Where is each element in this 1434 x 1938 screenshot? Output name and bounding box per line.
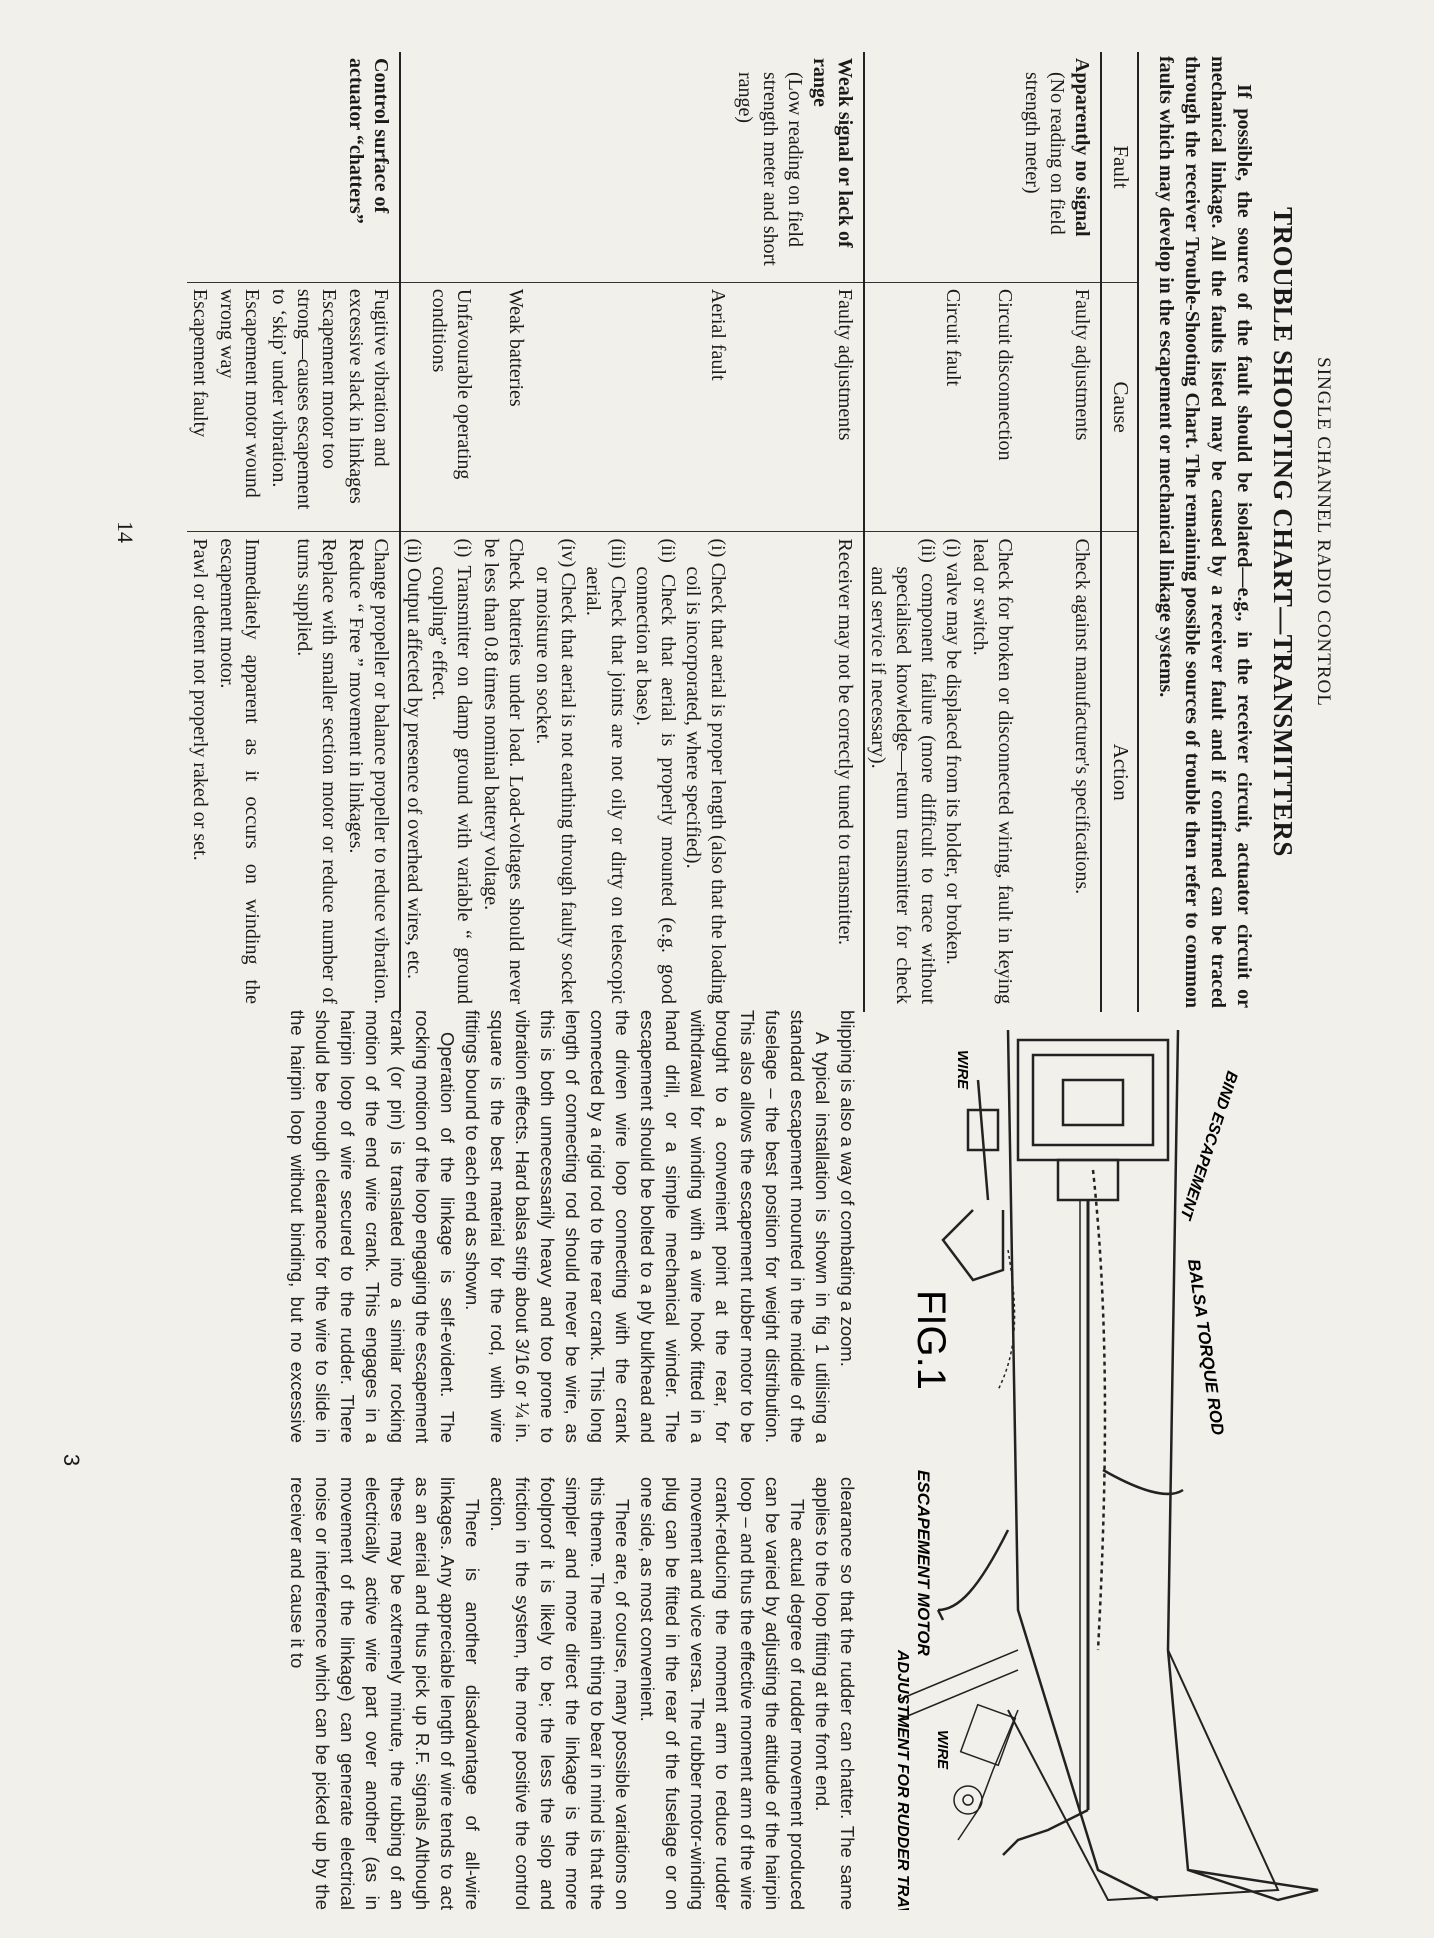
action-cell bbox=[530, 532, 732, 1012]
action-item: (ii) Check that aerial is properly mounted (e.g. good connection at base). bbox=[632, 538, 679, 1004]
fault-cell bbox=[478, 52, 530, 282]
table-row bbox=[187, 52, 214, 1012]
header-fault: Fault bbox=[1101, 52, 1138, 282]
action-item: Change propeller or balance propeller to reduce vibration. Reduce “ Free ” movement in linkages. bbox=[345, 538, 392, 1004]
header-action: Action bbox=[1101, 532, 1138, 1012]
cause-cell: Fugitive vibration and excessive slack in linkages bbox=[343, 282, 400, 532]
trouble-shooting-table bbox=[187, 52, 1139, 1012]
table-row bbox=[530, 52, 732, 1012]
former-box bbox=[1018, 1040, 1168, 1160]
label-wire-right: WIRE bbox=[954, 1050, 971, 1090]
hairpin-loop bbox=[943, 1210, 1003, 1280]
cause-cell: Escapement faulty bbox=[189, 288, 211, 438]
rudder bbox=[1008, 1650, 1278, 1900]
article-text bbox=[80, 1010, 860, 1910]
action-item: (i) Transmitter on damp ground with variable “ ground coupling” effect. bbox=[428, 538, 475, 1004]
rear-crank bbox=[1003, 1810, 1088, 1855]
fault-cell bbox=[187, 52, 214, 282]
action-cell bbox=[343, 532, 400, 1012]
action-cell bbox=[214, 532, 266, 1012]
fuselage-outline bbox=[1168, 1030, 1318, 1900]
cause-cell: Escapement motor wound wrong way bbox=[216, 288, 263, 498]
fault-cell bbox=[1019, 52, 1101, 282]
table-row bbox=[400, 52, 478, 1012]
running-head: SINGLE CHANNEL RADIO CONTROL bbox=[1313, 357, 1334, 707]
figure-1 bbox=[868, 1010, 1338, 1910]
table-row bbox=[967, 52, 1019, 1012]
label-escapement-motor: ESCAPEMENT MOTOR bbox=[914, 1470, 933, 1656]
fault-name: Apparently no signal bbox=[1071, 58, 1093, 237]
article-paragraph: A typical installation is shown in fig 1 utilising a standard escapement mounted in the middle of the fuselage – the best position for weight distribution. This also allows the escapement rubber motor to be brought to a convenient point at the rear, for withdrawal for winding with a wire hook fitted in a hand drill, or a simple mechanical winder. The escapement should be bolted to a ply bulkhead and the driven wire loop connecting with the crank connected by a rigid rod to the rear crank. This long length of connecting rod should never be wire, as this is both unnecessarily heavy and too prone to vibration effects. Hard balsa strip about 3/16 or ¼ in. square is the best material for the rod, with wire fittings bound to each end as shown. bbox=[462, 1010, 833, 1443]
header-cause: Cause bbox=[1101, 282, 1138, 532]
table-body bbox=[187, 52, 1101, 1012]
label-wire-left: WIRE bbox=[934, 1730, 951, 1770]
fault-detail: (Low reading on field strength meter and short range) bbox=[734, 72, 806, 266]
action-item: Check batteries under load. Load-voltages should never be less than 0.8 times nominal battery voltage. bbox=[480, 538, 527, 1004]
table-row bbox=[266, 52, 343, 1012]
arrow-escapement-motor bbox=[938, 1530, 1008, 1610]
fault-name: Weak signal or lack of range bbox=[809, 58, 856, 248]
page-3 bbox=[48, 1010, 1338, 1910]
cause-cell: Escapement motor too strong—causes escapement to ‘skip’ under vibration. bbox=[268, 288, 340, 510]
label-adjustment: ADJUSTMENT FOR RUDDER TRAVEL bbox=[894, 1650, 911, 1910]
action-item: (ii) Output affected by presence of overhead wires, etc. bbox=[403, 538, 425, 980]
table-row bbox=[343, 52, 400, 1012]
page-number-right: 3 bbox=[59, 1453, 84, 1467]
table-row bbox=[732, 52, 864, 1012]
fault-cell bbox=[343, 52, 400, 282]
figure-caption: FIG.1 bbox=[909, 1290, 953, 1391]
page-14 bbox=[92, 52, 1342, 1012]
rubber-motor bbox=[1093, 1170, 1105, 1650]
action-cell bbox=[864, 532, 967, 1012]
article-paragraph: The actual degree of rudder movement produced can be varied by adjusting the attitude of the hairpin loop – and thus the effective moment arm of the wire crank-reducing the moment arm to reduce rudder movement and vice versa. The rubber motor-winding plug can be fitted in the rear of the fuselage or on one side, as most convenient. bbox=[637, 1477, 808, 1910]
action-cell bbox=[1019, 532, 1101, 1012]
rear-wire-rod bbox=[958, 1710, 1018, 1840]
action-item: (i) Check that aerial is proper length (also that the loading coil is incorporated, where specified). bbox=[682, 538, 729, 1004]
action-cell bbox=[266, 532, 343, 1012]
article-paragraph: blipping is also a way of combating a zoom. bbox=[837, 1010, 858, 1367]
fault-cell bbox=[530, 52, 732, 282]
table-row bbox=[864, 52, 967, 1012]
article-paragraph: There are, of course, many possible variations on this theme. The main thing to bear in mind is that the simpler and more direct the linkage is the more foolproof it is likely to be; the less the slop and friction in the system, the more positive the control action. bbox=[487, 1477, 633, 1910]
cause-cell: Unfavourable operating conditions bbox=[428, 288, 475, 480]
cause-cell: Faulty adjustments bbox=[1019, 282, 1101, 532]
article-paragraph: Operation of the linkage is self-evident. The rocking motion of the loop engaging the escapement crank (or pin) is translated into a similar rocking motion of the end wire crank. This engages in a hairpin loop of wire secured to the rudder. There should be enough clearance for the wire to slide in the hairpin loop without binding, but no excessive clearance so that the rudder can chatter. The same applies to the loop fitting at the front end. bbox=[287, 1010, 858, 1910]
article-paragraph: There is another disadvantage of all-wire linkages. Any appreciable length of wire tends to act as an aerial and thus pick up R.F. signals Although these may be extremely minute, the rubbing of an electrically active wire part over another (as in movement of the linkage) can generate electrical noise or interference which can be picked up by the receiver and cause it to bbox=[287, 1477, 483, 1910]
action-cell bbox=[967, 532, 1019, 1012]
action-item: Immediately apparent as it occurs on winding the escapement motor. bbox=[216, 538, 263, 1004]
table-row bbox=[478, 52, 530, 1012]
fault-cell bbox=[214, 52, 266, 282]
cause-cell: Aerial fault bbox=[707, 288, 729, 381]
cause-cell: Weak batteries bbox=[505, 288, 527, 407]
action-item: Check against manufacturer's specifications. bbox=[1071, 538, 1093, 895]
intro-paragraph: If possible, the source of the fault should be isolated—e.g., in the receiver circuit, actuator circuit or mechanical linkage. All the faults listed may be caused by a receiver fault and if confirmed can be traced through the receiver Trouble-Shooting Chart. The remaining possible sources of trouble then refer to common faults which may develop in the escapement or mechanical linkage systems. bbox=[1155, 56, 1255, 1008]
fuselage-linkage-diagram bbox=[868, 1010, 1338, 1910]
chart-title: TROUBLE SHOOTING CHART—TRANSMITTERS bbox=[1268, 207, 1298, 857]
escapement-body bbox=[1058, 1160, 1118, 1200]
action-item: (i) valve may be displaced from its holder, or broken. bbox=[942, 538, 964, 965]
fault-cell bbox=[967, 52, 1019, 282]
fault-cell bbox=[266, 52, 343, 282]
action-item: (iv) Check that aerial is not earthing through faulty socket or moisture on socket. bbox=[532, 538, 579, 1004]
fault-name: Control surface of actuator “chatters” bbox=[345, 58, 392, 224]
page-number: 14 bbox=[113, 521, 138, 543]
action-item: Check for broken or disconnected wiring, fault in keying lead or switch. bbox=[969, 538, 1016, 1004]
fault-cell bbox=[864, 52, 967, 282]
action-cell bbox=[732, 532, 864, 1012]
action-item: Replace with smaller section motor or reduce number of turns supplied. bbox=[293, 538, 340, 1004]
action-cell bbox=[187, 532, 214, 1012]
wire-left bbox=[978, 1080, 988, 1200]
label-bind-escapement: BIND ESCAPEMENT bbox=[1176, 1068, 1241, 1222]
action-item: (ii) component failure (more difficult to trace without specialised knowledge—return transmitter for check and service if necessary). bbox=[867, 538, 939, 1004]
fault-cell bbox=[732, 52, 864, 282]
table-row bbox=[1019, 52, 1101, 1012]
label-balsa-torque-rod: BALSA TORQUE ROD bbox=[1184, 1257, 1228, 1437]
action-cell bbox=[400, 532, 478, 1012]
table-row bbox=[214, 52, 266, 1012]
action-item: Pawl or detent not properly raked or set. bbox=[189, 538, 211, 861]
action-item: (iii) Check that joints are not oily or dirty on telescopic aerial. bbox=[582, 538, 629, 1004]
action-cell bbox=[478, 532, 530, 1012]
fault-detail: (No reading on field strength meter) bbox=[1021, 72, 1068, 235]
cause-cell: Circuit fault bbox=[942, 288, 964, 387]
cause-cell: Circuit disconnection bbox=[994, 288, 1016, 461]
fault-cell bbox=[400, 52, 478, 282]
crank-pivot bbox=[954, 1786, 982, 1814]
cause-cell: Faulty adjustments bbox=[732, 282, 864, 532]
action-item: Receiver may not be correctly tuned to transmitter. bbox=[834, 538, 856, 946]
